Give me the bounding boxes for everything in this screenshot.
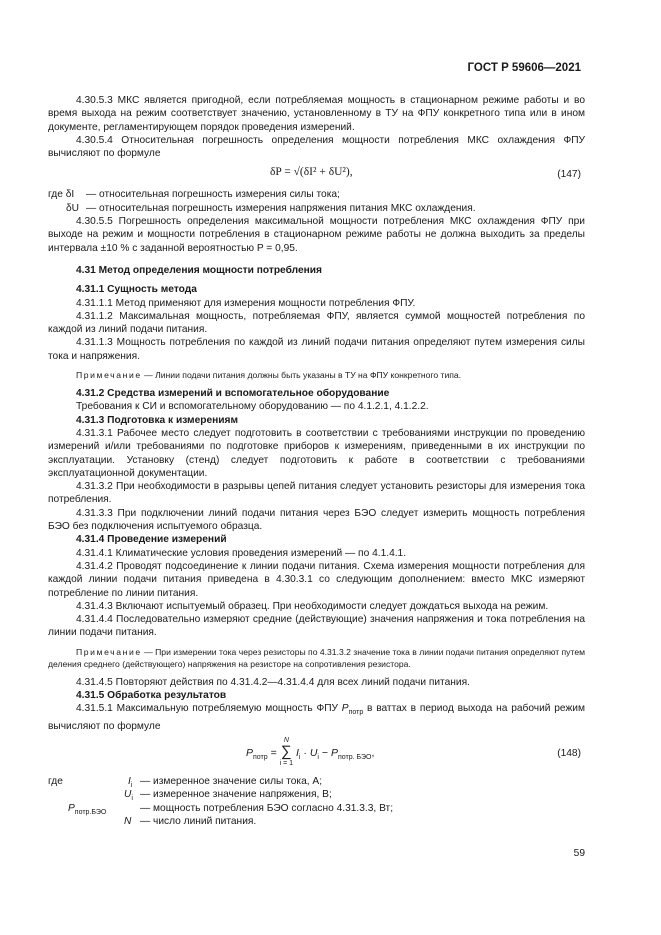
paragraph-4-30-5-5: 4.30.5.5 Погрешность определения максимальной мощности потребления МКС охлаждения ФПУ при выходе на режим и мощности потребления в стационарном режиме работы не должна выходить за пределы интервала ±10 % с заданной вероятностью P = 0,95. (48, 216, 585, 254)
formula-147-number: (147) (557, 169, 581, 181)
formula-147-expression: δP = √(δI² + δU²), (270, 166, 353, 179)
paragraph-4-31-3-2: 4.31.3.2 При необходимости в разрывы цепей питания следует установить резисторы для измерения тока потребления. (48, 481, 585, 506)
paragraph-4-31-4-3: 4.31.4.3 Включают испытуемый образец. При необходимости следует дождаться выхода на режим. (76, 600, 549, 612)
where-1: где $I_i$ — измеренное значение силы тока, А; (48, 775, 323, 789)
formula-148-expression: $P_{потр}$ = N ∑ i = 1 $I_i \cdot U_i - P_{потр. БЭО}$, (246, 736, 375, 767)
paragraph-4-30-5-4: 4.30.5.4 Относительная погрешность определения мощности потребления МКС охлаждения ФПУ вычисляют по формуле (48, 134, 585, 160)
where-4: N — число линий питания. (124, 815, 257, 827)
paragraph-4-31-3-1: 4.31.3.1 Рабочее место следует подготовить в соответствии с требованиями инструкции по проведению измерений и/или требованиями по подготовке приборов к измерениям, приведенными в их инструкции по эксплуатации. Установку (стенд) следует подготовить к работе в соответствии с требованиями эксплуатационной документации. (48, 427, 585, 479)
document-header: ГОСТ Р 59606—2021 (467, 62, 581, 74)
note-1-label: Примечание (76, 370, 142, 381)
note-1 (48, 369, 585, 381)
heading-4-31-3: 4.31.3 Подготовка к измерениям (76, 414, 239, 426)
note-2 (48, 646, 585, 670)
page-number: 59 (573, 848, 585, 859)
formula-148 (48, 733, 585, 775)
note-2-text: — При измерении тока через резисторы по 4.31.3.2 значение тока в линии подачи питания определяют путем деления среднего (действующего) напряжения на резисторе на сопротивления резистора. (48, 646, 586, 669)
definition-delta-i: где δI — относительная погрешность измерения силы тока; (48, 189, 340, 201)
paragraph-4-31-1-2: 4.31.1.2 Максимальная мощность, потребляемая ФПУ, является суммой мощностей потребления по каждой из линий подачи питания. (48, 310, 585, 336)
paragraph-4-30-5-3: 4.30.5.3 МКС является пригодной, если потребляемая мощность в стационарном режиме работы и во время выхода на режим соответствует значению, установленному в ТУ на ФПУ конкретного типа или в ином документе, регламентирующем порядок проведения измерений. (48, 95, 585, 133)
formula-147 (48, 160, 585, 188)
paragraph-4-31-1-1: 4.31.1.1 Метод применяют для измерения мощности потребления ФПУ. (76, 297, 416, 309)
paragraph-4-31-4-2: 4.31.4.2 Проводят подсоединение к линии подачи питания. Схема измерения мощности потребления для каждой линии подачи питания приведена в 4.30.3.1 со следующим дополнением: вместо МКС измеряют потребление по линии питания. (48, 560, 585, 599)
heading-4-31-4: 4.31.4 Проведение измерений (76, 534, 227, 546)
paragraph-4-31-1-3: 4.31.1.3 Мощность потребления по каждой из линий подачи питания определяют путем измерения силы тока и напряжения. (48, 337, 585, 362)
where-3: $P_{потр.БЭО}$ — мощность потребления БЭО согласно 4.31.3.3, Вт; (68, 802, 394, 816)
note-1-text: — Линии подачи питания должны быть указаны в ТУ на ФПУ конкретного типа. (141, 370, 462, 381)
paragraph-4-31-4-1: 4.31.4.1 Климатические условия проведения измерений — по 4.1.4.1. (76, 547, 407, 559)
definition-delta-u: δU — относительная погрешность измерения напряжения питания МКС охлаждения. (66, 202, 476, 214)
paragraph-4-31-3-3: 4.31.3.3 При подключении линий подачи питания через БЭО следует измерить мощность потребления БЭО без подключения испытуемого образца. (48, 507, 585, 533)
paragraph-4-31-5-1: 4.31.5.1 Максимальную потребляемую мощность ФПУ $P_{потр}$ в ваттах в период выхода на рабочий режим вычисляют по формуле (48, 703, 585, 732)
heading-4-31-1: 4.31.1 Сущность метода (76, 284, 197, 296)
heading-4-31-2: 4.31.2 Средства измерений и вспомогательное оборудование (76, 388, 390, 400)
heading-4-31-5: 4.31.5 Обработка результатов (76, 689, 227, 701)
paragraph-4-31-4-5: 4.31.4.5 Повторяют действия по 4.31.4.2—4.31.4.4 для всех линий подачи питания. (76, 676, 470, 688)
document-body (48, 94, 585, 828)
formula-148-number: (148) (557, 747, 581, 759)
heading-4-31: 4.31 Метод определения мощности потребления (76, 264, 322, 276)
paragraph-4-31-2: Требования к СИ и вспомогательному оборудованию — по 4.1.2.1, 4.1.2.2. (76, 401, 429, 413)
where-2: $U_i$ — измеренное значение напряжения, В; (124, 789, 332, 803)
paragraph-4-31-4-4: 4.31.4.4 Последовательно измеряют средние (действующие) значения напряжения и тока потребления на линии подачи питания. (48, 614, 585, 639)
note-2-label: Примечание (76, 646, 142, 657)
